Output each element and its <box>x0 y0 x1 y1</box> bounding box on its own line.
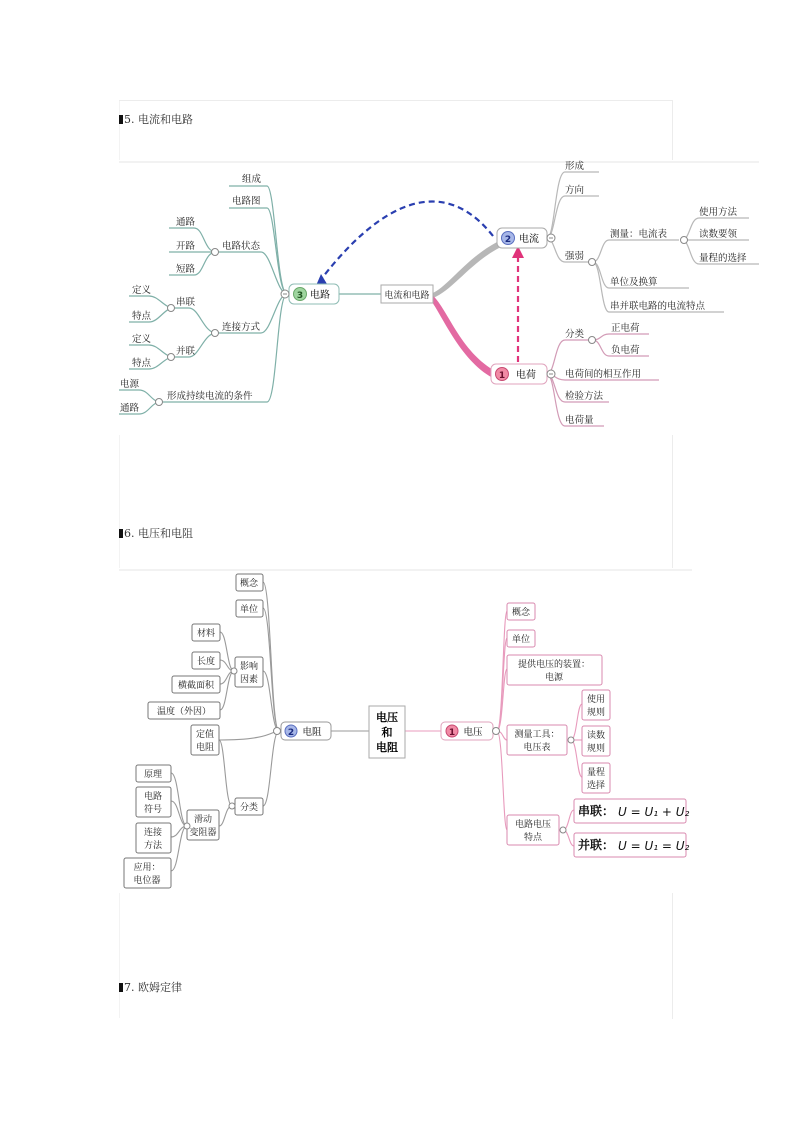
leaf-r-cailiao: 材料 <box>196 629 216 639</box>
collapse-toggle-state-icon[interactable] <box>212 249 219 256</box>
leaf-r-dingzhi-1: 定值 <box>195 730 215 740</box>
leaf-tedian-2: 特点 <box>132 358 152 369</box>
leaf-r-changdu: 长度 <box>196 657 216 667</box>
node-circuit-label: 电路 <box>310 290 330 301</box>
node-circuit-number: 3 <box>296 291 304 301</box>
node-resistance-label: 电阻 <box>302 727 322 738</box>
mindmap-current-and-circuit <box>119 160 759 435</box>
leaf-v-danwei: 单位 <box>511 635 531 645</box>
leaf-v-tedian-2: 特点 <box>523 833 543 843</box>
section-heading-7-text: 7. 欧姆定律 <box>124 981 182 994</box>
collapse-toggle-series-icon[interactable] <box>168 305 175 312</box>
node-voltage-label: 电压 <box>463 727 483 738</box>
leaf-v-shiyong-1: 使用 <box>586 695 606 705</box>
leaf-qiangruo: 强弱 <box>565 251 585 262</box>
leaf-duanlu: 短路 <box>176 264 196 275</box>
leaf-circuit-state: 电路状态 <box>222 241 261 252</box>
leaf-r-yingxiang-1: 影响 <box>239 662 259 672</box>
collapse-toggle-voltmeter-icon[interactable] <box>568 737 574 743</box>
mindmap-voltage-and-resistance <box>119 568 692 893</box>
formula-series-label: 串联： <box>578 804 615 818</box>
center-label-line-1: 电压 <box>376 711 398 724</box>
leaf-condition: 形成持续电流的条件 <box>167 391 253 402</box>
mindmap-voltage-and-resistance-svg <box>119 568 692 893</box>
leaf-xingcheng: 形成 <box>565 161 585 172</box>
leaf-tedian-1: 特点 <box>132 311 152 322</box>
leaf-r-hengjie: 横截面积 <box>177 681 215 691</box>
leaf-fenlei: 分类 <box>565 329 585 340</box>
leaf-r-yingyong-1: 应用： <box>133 863 161 873</box>
leaf-r-fenlei: 分类 <box>239 803 259 813</box>
node-voltage-number: 1 <box>448 728 456 738</box>
mindmap-current-and-circuit-svg <box>119 160 759 435</box>
leaf-shiyong: 使用方法 <box>699 207 738 218</box>
leaf-dianlutu: 电路图 <box>232 196 261 207</box>
section-heading-6 <box>119 527 193 541</box>
section-heading-5-text: 5. 电流和电路 <box>124 113 193 126</box>
leaf-chuanbing: 串并联电路的电流特点 <box>610 301 706 312</box>
node-current-label: 电流 <box>519 234 539 245</box>
leaf-r-danwei: 单位 <box>239 605 259 615</box>
leaf-dushu: 读数要领 <box>699 229 738 240</box>
center-label-line-3: 电阻 <box>376 741 398 754</box>
formula-parallel-label: 并联： <box>578 838 615 852</box>
leaf-binglian: 并联 <box>176 346 196 357</box>
leaf-dingyi-2: 定义 <box>132 334 152 345</box>
collapse-toggle-parallel-icon[interactable] <box>168 354 175 361</box>
collapse-toggle-factors-icon[interactable] <box>231 668 237 674</box>
collapse-toggle-classify-icon[interactable] <box>589 337 596 344</box>
leaf-v-dushu-1: 读数 <box>586 731 606 741</box>
leaf-tonglu-2: 通路 <box>120 403 140 414</box>
leaf-liangcheng: 量程的选择 <box>699 253 747 264</box>
node-resistance-number: 2 <box>287 728 295 738</box>
node-current-number: 2 <box>504 235 512 245</box>
section-heading-6-text: 6. 电压和电阻 <box>124 527 193 540</box>
leaf-zucheng: 组成 <box>242 174 262 185</box>
formula-parallel: U = U₁ = U₂ <box>618 839 690 853</box>
collapse-toggle-rheostat-icon[interactable] <box>184 823 190 829</box>
leaf-v-shiyong-2: 规则 <box>586 708 606 718</box>
leaf-v-liangcheng-2: 选择 <box>586 781 606 791</box>
collapse-toggle-ammeter-icon[interactable] <box>681 237 688 244</box>
leaf-v-celiang-2: 电压表 <box>523 743 551 753</box>
leaf-v-gainian: 概念 <box>511 608 531 618</box>
bullet-square-icon <box>119 115 123 124</box>
node-charge-number: 1 <box>498 371 506 381</box>
leaf-r-fuhao-2: 符号 <box>143 805 163 815</box>
leaf-r-huadong-1: 滑动 <box>193 815 213 825</box>
leaf-dingyi-1: 定义 <box>132 285 152 296</box>
leaf-v-liangcheng-1: 量程 <box>586 768 606 778</box>
section-heading-7 <box>119 981 182 995</box>
leaf-r-dingzhi-2: 电阻 <box>195 743 215 753</box>
leaf-r-yuanli: 原理 <box>143 770 163 780</box>
center-label-line-2: 和 <box>381 726 393 739</box>
leaf-tonglu: 通路 <box>176 217 196 228</box>
leaf-v-tigong-1: 提供电压的装置： <box>517 660 591 670</box>
center-node-label: 电流和电路 <box>384 291 430 301</box>
leaf-chuanlian: 串联 <box>176 297 196 308</box>
leaf-v-dushu-2: 规则 <box>586 744 606 754</box>
leaf-jianyan: 检验方法 <box>565 391 604 402</box>
leaf-r-lianjie-1: 连接 <box>143 828 163 838</box>
leaf-r-fuhao-1: 电路 <box>143 792 163 802</box>
bullet-square-icon <box>119 983 123 992</box>
leaf-r-gainian: 概念 <box>239 579 259 589</box>
collapse-toggle-features-icon[interactable] <box>560 827 566 833</box>
leaf-r-lianjie-2: 方法 <box>143 841 163 851</box>
leaf-r-yingyong-2: 电位器 <box>133 876 161 886</box>
leaf-dianyuan: 电源 <box>120 379 140 390</box>
leaf-fudianhe: 负电荷 <box>611 345 640 356</box>
collapse-toggle-classify-icon[interactable] <box>229 803 235 809</box>
section-heading-5 <box>119 113 193 127</box>
leaf-fangxiang: 方向 <box>565 185 585 196</box>
leaf-v-celiang-1: 测量工具： <box>514 730 560 740</box>
formula-series: U = U₁ + U₂ <box>618 805 690 819</box>
bullet-square-icon <box>119 529 123 538</box>
collapse-toggle-voltage-icon[interactable] <box>493 728 500 735</box>
leaf-measure: 测量：电流表 <box>610 229 668 240</box>
leaf-connect: 连接方式 <box>222 322 261 333</box>
leaf-v-tigong-2: 电源 <box>544 673 564 683</box>
collapse-toggle-connect-icon[interactable] <box>212 330 219 337</box>
leaf-zhengdianhe: 正电荷 <box>611 323 640 334</box>
leaf-v-tedian-1: 电路电压 <box>514 820 552 830</box>
node-charge-label: 电荷 <box>516 370 536 381</box>
leaf-r-wendu: 温度（外因） <box>156 707 212 717</box>
leaf-kailu: 开路 <box>176 241 196 252</box>
collapse-toggle-strength-icon[interactable] <box>589 259 596 266</box>
leaf-danwei: 单位及换算 <box>610 277 658 288</box>
leaf-r-huadong-2: 变阻器 <box>189 828 217 838</box>
leaf-interact: 电荷间的相互作用 <box>565 369 642 380</box>
leaf-r-yingxiang-2: 因素 <box>239 675 259 685</box>
collapse-toggle-resistance-icon[interactable] <box>274 728 281 735</box>
collapse-toggle-condition-icon[interactable] <box>156 399 163 406</box>
leaf-dianheliang: 电荷量 <box>565 415 594 426</box>
